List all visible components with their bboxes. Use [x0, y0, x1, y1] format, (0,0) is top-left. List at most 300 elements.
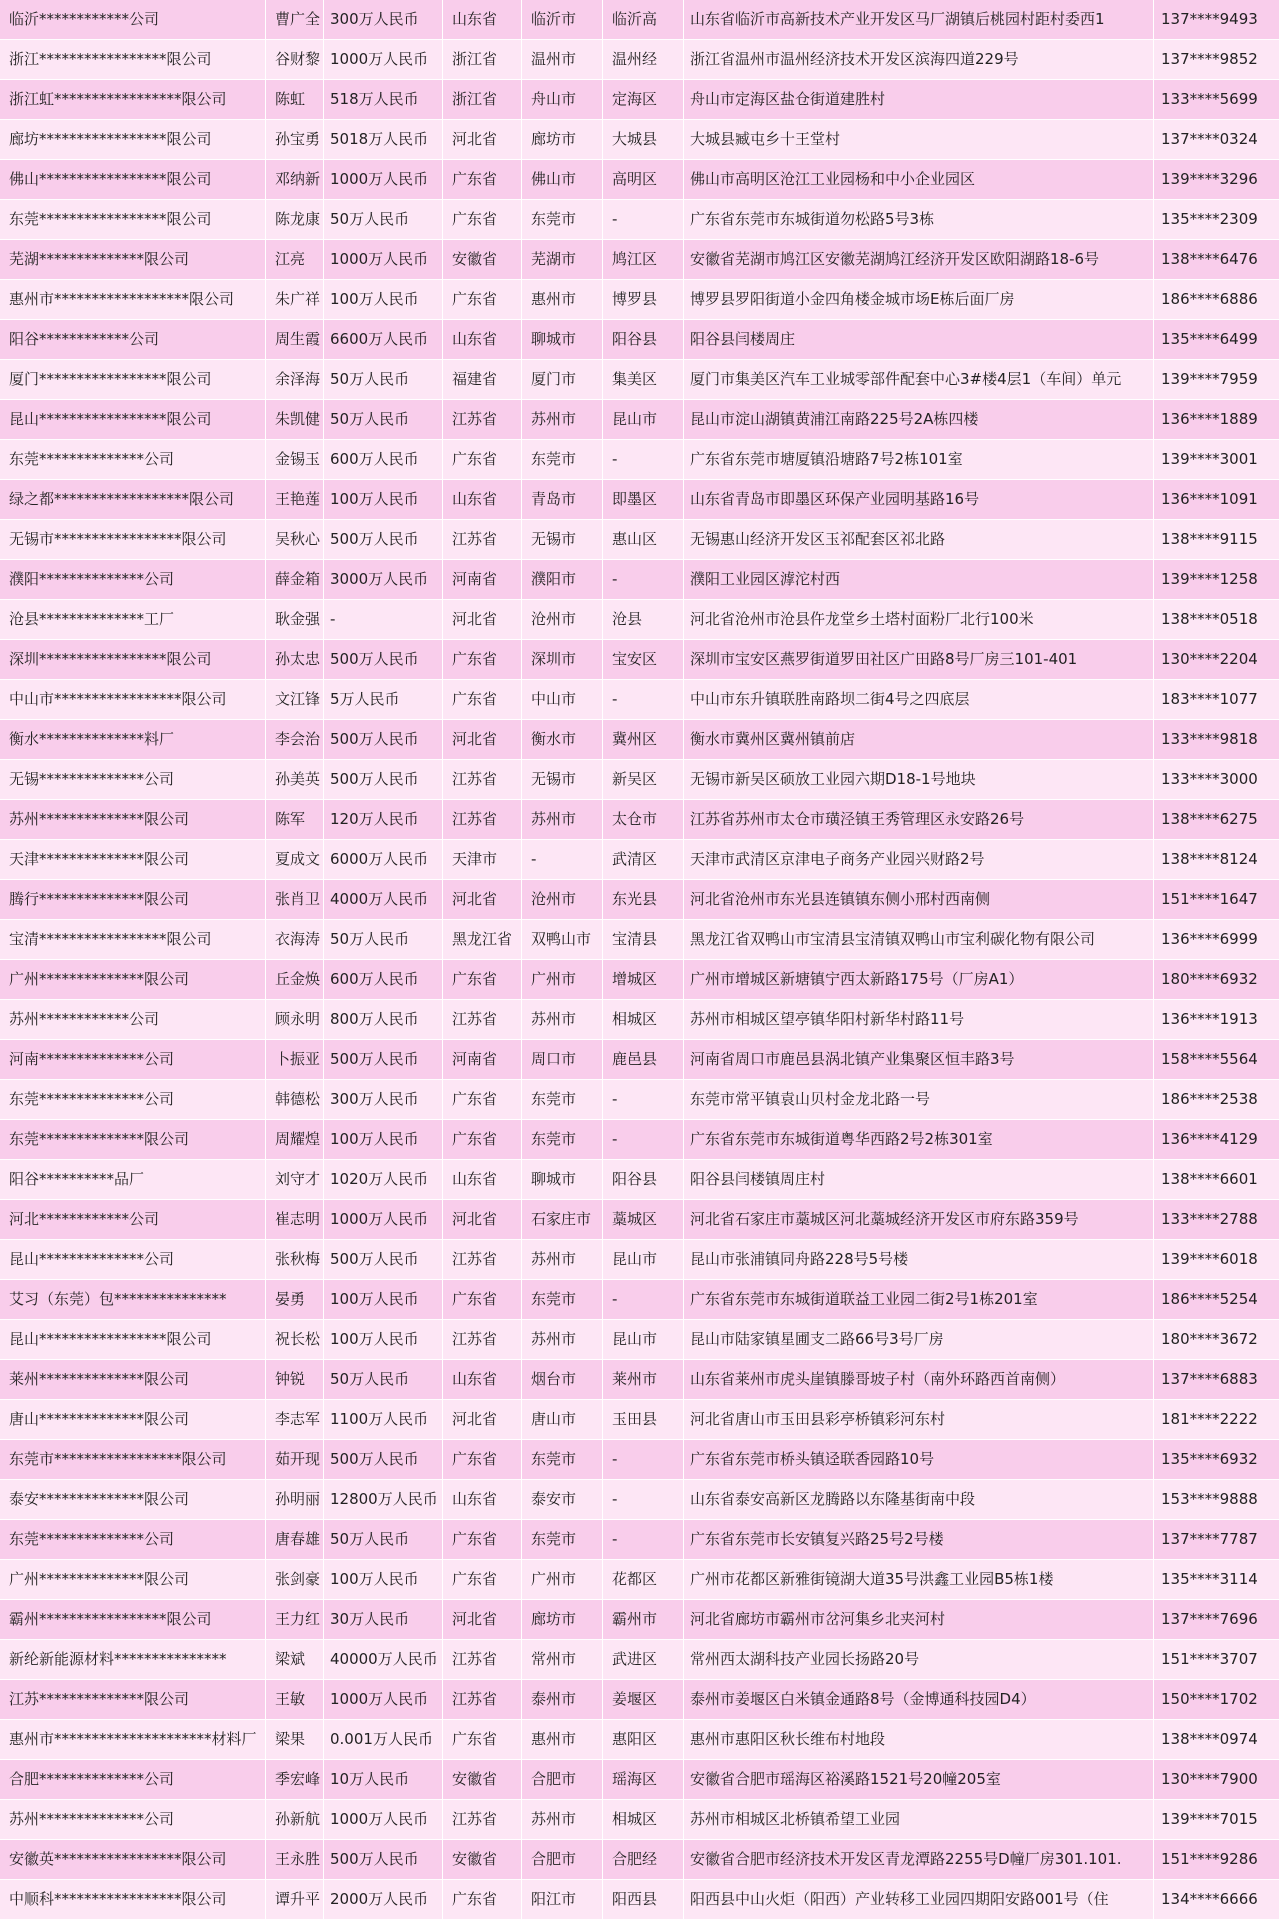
- city-cell: 廊坊市: [522, 120, 603, 160]
- province-cell: 河南省: [443, 560, 522, 600]
- district-cell: 高明区: [603, 160, 684, 200]
- legal-person-cell: 衣海涛: [266, 920, 324, 960]
- district-cell: 相城区: [603, 1800, 684, 1840]
- district-cell: 阳西县: [603, 1880, 684, 1920]
- city-cell: 沧州市: [522, 600, 603, 640]
- registered-capital-cell: 500万人民币: [324, 520, 443, 560]
- phone-cell: 133****2788: [1154, 1200, 1280, 1240]
- district-cell: -: [603, 200, 684, 240]
- legal-person-cell: 茹开现: [266, 1440, 324, 1480]
- company-name-cell: 濮阳**************公司: [0, 560, 266, 600]
- legal-person-cell: 孙宝勇: [266, 120, 324, 160]
- registered-capital-cell: 100万人民币: [324, 1320, 443, 1360]
- phone-cell: 135****6932: [1154, 1440, 1280, 1480]
- province-cell: 山东省: [443, 0, 522, 40]
- district-cell: 临沂高: [603, 0, 684, 40]
- legal-person-cell: 张秋梅: [266, 1240, 324, 1280]
- table-row: [0, 1800, 1280, 1840]
- registered-capital-cell: 500万人民币: [324, 720, 443, 760]
- province-cell: 河南省: [443, 1040, 522, 1080]
- province-cell: 福建省: [443, 360, 522, 400]
- province-cell: 广东省: [443, 160, 522, 200]
- table-row: [0, 1000, 1280, 1040]
- province-cell: 广东省: [443, 1080, 522, 1120]
- company-name-cell: 绿之都******************限公司: [0, 480, 266, 520]
- company-name-cell: 艾习（东莞）包***************: [0, 1280, 266, 1320]
- phone-cell: 137****9852: [1154, 40, 1280, 80]
- district-cell: 太仓市: [603, 800, 684, 840]
- table-row: [0, 1160, 1280, 1200]
- district-cell: 相城区: [603, 1000, 684, 1040]
- province-cell: 广东省: [443, 1560, 522, 1600]
- address-cell: 山东省临沂市高新技术产业开发区马厂湖镇后桃园村距村委西1: [684, 0, 1154, 40]
- address-cell: 安徽省芜湖市鸠江区安徽芜湖鸠江经济开发区欧阳湖路18-6号: [684, 240, 1154, 280]
- table-row: [0, 1320, 1280, 1360]
- registered-capital-cell: 518万人民币: [324, 80, 443, 120]
- phone-cell: 135****2309: [1154, 200, 1280, 240]
- company-name-cell: 阳谷************公司: [0, 320, 266, 360]
- phone-cell: 138****6476: [1154, 240, 1280, 280]
- registered-capital-cell: 5万人民币: [324, 680, 443, 720]
- legal-person-cell: 江亮: [266, 240, 324, 280]
- table-row: [0, 1480, 1280, 1520]
- city-cell: -: [522, 840, 603, 880]
- province-cell: 江苏省: [443, 400, 522, 440]
- registered-capital-cell: -: [324, 600, 443, 640]
- legal-person-cell: 崔志明: [266, 1200, 324, 1240]
- table-row: [0, 1880, 1280, 1920]
- province-cell: 安徽省: [443, 240, 522, 280]
- address-cell: 苏州市相城区望亭镇华阳村新华村路11号: [684, 1000, 1154, 1040]
- city-cell: 东莞市: [522, 1080, 603, 1120]
- city-cell: 苏州市: [522, 1000, 603, 1040]
- registered-capital-cell: 50万人民币: [324, 200, 443, 240]
- legal-person-cell: 晏勇: [266, 1280, 324, 1320]
- province-cell: 广东省: [443, 280, 522, 320]
- phone-cell: 133****9818: [1154, 720, 1280, 760]
- table-row: [0, 1200, 1280, 1240]
- city-cell: 苏州市: [522, 1320, 603, 1360]
- phone-cell: 137****9493: [1154, 0, 1280, 40]
- table-row: [0, 880, 1280, 920]
- city-cell: 周口市: [522, 1040, 603, 1080]
- company-name-cell: 惠州市******************限公司: [0, 280, 266, 320]
- company-name-cell: 东莞**************限公司: [0, 1120, 266, 1160]
- registered-capital-cell: 500万人民币: [324, 1040, 443, 1080]
- district-cell: 惠山区: [603, 520, 684, 560]
- legal-person-cell: 吴秋心: [266, 520, 324, 560]
- table-row: [0, 640, 1280, 680]
- registered-capital-cell: 100万人民币: [324, 280, 443, 320]
- province-cell: 广东省: [443, 1120, 522, 1160]
- registered-capital-cell: 300万人民币: [324, 1080, 443, 1120]
- registered-capital-cell: 0.001万人民币: [324, 1720, 443, 1760]
- district-cell: -: [603, 440, 684, 480]
- registered-capital-cell: 800万人民币: [324, 1000, 443, 1040]
- address-cell: 濮阳工业园区滹沱村西: [684, 560, 1154, 600]
- phone-cell: 138****0518: [1154, 600, 1280, 640]
- legal-person-cell: 梁果: [266, 1720, 324, 1760]
- city-cell: 青岛市: [522, 480, 603, 520]
- district-cell: 姜堰区: [603, 1680, 684, 1720]
- city-cell: 苏州市: [522, 800, 603, 840]
- company-name-cell: 中顺科*****************限公司: [0, 1880, 266, 1920]
- table-row: [0, 840, 1280, 880]
- district-cell: -: [603, 1120, 684, 1160]
- phone-cell: 137****7696: [1154, 1600, 1280, 1640]
- city-cell: 无锡市: [522, 520, 603, 560]
- city-cell: 东莞市: [522, 440, 603, 480]
- phone-cell: 186****2538: [1154, 1080, 1280, 1120]
- company-name-cell: 宝清*****************限公司: [0, 920, 266, 960]
- district-cell: 即墨区: [603, 480, 684, 520]
- address-cell: 常州西太湖科技产业园长扬路20号: [684, 1640, 1154, 1680]
- phone-cell: 180****6932: [1154, 960, 1280, 1000]
- company-name-cell: 东莞*****************限公司: [0, 200, 266, 240]
- phone-cell: 135****6499: [1154, 320, 1280, 360]
- legal-person-cell: 王力红: [266, 1600, 324, 1640]
- district-cell: 东光县: [603, 880, 684, 920]
- district-cell: 沧县: [603, 600, 684, 640]
- district-cell: 昆山市: [603, 400, 684, 440]
- district-cell: 玉田县: [603, 1400, 684, 1440]
- province-cell: 江苏省: [443, 1320, 522, 1360]
- table-row: [0, 1720, 1280, 1760]
- city-cell: 泰州市: [522, 1680, 603, 1720]
- district-cell: -: [603, 560, 684, 600]
- address-cell: 广东省东莞市东城街道勿松路5号3栋: [684, 200, 1154, 240]
- city-cell: 阳江市: [522, 1880, 603, 1920]
- table-row: [0, 800, 1280, 840]
- phone-cell: 139****7959: [1154, 360, 1280, 400]
- registered-capital-cell: 3000万人民币: [324, 560, 443, 600]
- legal-person-cell: 祝长松: [266, 1320, 324, 1360]
- province-cell: 山东省: [443, 320, 522, 360]
- phone-cell: 135****3114: [1154, 1560, 1280, 1600]
- city-cell: 惠州市: [522, 1720, 603, 1760]
- district-cell: 增城区: [603, 960, 684, 1000]
- phone-cell: 158****5564: [1154, 1040, 1280, 1080]
- legal-person-cell: 陈龙康: [266, 200, 324, 240]
- legal-person-cell: 陈虹: [266, 80, 324, 120]
- company-name-cell: 厦门*****************限公司: [0, 360, 266, 400]
- phone-cell: 136****1913: [1154, 1000, 1280, 1040]
- province-cell: 广东省: [443, 1720, 522, 1760]
- registered-capital-cell: 50万人民币: [324, 920, 443, 960]
- legal-person-cell: 王艳莲: [266, 480, 324, 520]
- table-row: [0, 1120, 1280, 1160]
- registered-capital-cell: 50万人民币: [324, 1360, 443, 1400]
- address-cell: 东莞市常平镇袁山贝村金龙北路一号: [684, 1080, 1154, 1120]
- address-cell: 舟山市定海区盐仓街道建胜村: [684, 80, 1154, 120]
- province-cell: 河北省: [443, 120, 522, 160]
- legal-person-cell: 张剑豪: [266, 1560, 324, 1600]
- registered-capital-cell: 100万人民币: [324, 1280, 443, 1320]
- table-row: [0, 1360, 1280, 1400]
- district-cell: 合肥经: [603, 1840, 684, 1880]
- address-cell: 安徽省合肥市瑶海区裕溪路1521号20幢205室: [684, 1760, 1154, 1800]
- district-cell: -: [603, 1080, 684, 1120]
- company-name-cell: 佛山*****************限公司: [0, 160, 266, 200]
- legal-person-cell: 金锡玉: [266, 440, 324, 480]
- district-cell: 大城县: [603, 120, 684, 160]
- phone-cell: 139****6018: [1154, 1240, 1280, 1280]
- address-cell: 河北省沧州市东光县连镇镇东侧小邢村西南侧: [684, 880, 1154, 920]
- province-cell: 山东省: [443, 1360, 522, 1400]
- address-cell: 河北省唐山市玉田县彩亭桥镇彩河东村: [684, 1400, 1154, 1440]
- company-name-cell: 昆山**************公司: [0, 1240, 266, 1280]
- registered-capital-cell: 1000万人民币: [324, 1680, 443, 1720]
- registered-capital-cell: 100万人民币: [324, 480, 443, 520]
- legal-person-cell: 孙太忠: [266, 640, 324, 680]
- address-cell: 浙江省温州市温州经济技术开发区滨海四道229号: [684, 40, 1154, 80]
- city-cell: 佛山市: [522, 160, 603, 200]
- address-cell: 厦门市集美区汽车工业城零部件配套中心3#楼4层1（车间）单元: [684, 360, 1154, 400]
- table-row: [0, 360, 1280, 400]
- legal-person-cell: 张肖卫: [266, 880, 324, 920]
- registered-capital-cell: 50万人民币: [324, 1520, 443, 1560]
- address-cell: 衡水市冀州区冀州镇前店: [684, 720, 1154, 760]
- legal-person-cell: 谭升平: [266, 1880, 324, 1920]
- company-name-cell: 苏州**************公司: [0, 1800, 266, 1840]
- province-cell: 江苏省: [443, 1680, 522, 1720]
- table-row: [0, 1400, 1280, 1440]
- city-cell: 东莞市: [522, 1120, 603, 1160]
- company-name-cell: 广州**************限公司: [0, 1560, 266, 1600]
- province-cell: 河北省: [443, 1600, 522, 1640]
- address-cell: 无锡市新吴区硕放工业园六期D18-1号地块: [684, 760, 1154, 800]
- table-row: [0, 720, 1280, 760]
- registered-capital-cell: 1000万人民币: [324, 1800, 443, 1840]
- province-cell: 广东省: [443, 960, 522, 1000]
- legal-person-cell: 周耀煌: [266, 1120, 324, 1160]
- city-cell: 廊坊市: [522, 1600, 603, 1640]
- address-cell: 广东省东莞市塘厦镇沿塘路7号2栋101室: [684, 440, 1154, 480]
- registered-capital-cell: 40000万人民币: [324, 1640, 443, 1680]
- table-row: [0, 1840, 1280, 1880]
- city-cell: 濮阳市: [522, 560, 603, 600]
- table-row: [0, 560, 1280, 600]
- legal-person-cell: 钟锐: [266, 1360, 324, 1400]
- district-cell: 霸州市: [603, 1600, 684, 1640]
- registered-capital-cell: 5018万人民币: [324, 120, 443, 160]
- table-row: [0, 40, 1280, 80]
- table-row: [0, 1280, 1280, 1320]
- province-cell: 江苏省: [443, 1000, 522, 1040]
- table-row: [0, 1240, 1280, 1280]
- registered-capital-cell: 1000万人民币: [324, 240, 443, 280]
- company-name-cell: 临沂************公司: [0, 0, 266, 40]
- company-name-cell: 芜湖**************限公司: [0, 240, 266, 280]
- address-cell: 广东省东莞市长安镇复兴路25号2号楼: [684, 1520, 1154, 1560]
- address-cell: 河北省廊坊市霸州市岔河集乡北夹河村: [684, 1600, 1154, 1640]
- phone-cell: 151****1647: [1154, 880, 1280, 920]
- province-cell: 广东省: [443, 1280, 522, 1320]
- table-row: [0, 680, 1280, 720]
- phone-cell: 130****7900: [1154, 1760, 1280, 1800]
- registered-capital-cell: 100万人民币: [324, 1120, 443, 1160]
- table-row: [0, 1440, 1280, 1480]
- table-row: [0, 1080, 1280, 1120]
- city-cell: 聊城市: [522, 1160, 603, 1200]
- province-cell: 河北省: [443, 880, 522, 920]
- table-row: [0, 1600, 1280, 1640]
- address-cell: 惠州市惠阳区秋长维布村地段: [684, 1720, 1154, 1760]
- legal-person-cell: 朱广祥: [266, 280, 324, 320]
- city-cell: 广州市: [522, 1560, 603, 1600]
- phone-cell: 137****6883: [1154, 1360, 1280, 1400]
- legal-person-cell: 邓纳新: [266, 160, 324, 200]
- district-cell: 昆山市: [603, 1240, 684, 1280]
- table-row: [0, 480, 1280, 520]
- province-cell: 江苏省: [443, 1800, 522, 1840]
- company-name-cell: 合肥**************公司: [0, 1760, 266, 1800]
- province-cell: 江苏省: [443, 520, 522, 560]
- legal-person-cell: 刘守才: [266, 1160, 324, 1200]
- table-row: [0, 1680, 1280, 1720]
- district-cell: 藁城区: [603, 1200, 684, 1240]
- legal-person-cell: 陈军: [266, 800, 324, 840]
- district-cell: 武清区: [603, 840, 684, 880]
- phone-cell: 136****1889: [1154, 400, 1280, 440]
- province-cell: 广东省: [443, 1520, 522, 1560]
- registered-capital-cell: 50万人民币: [324, 400, 443, 440]
- table-row: [0, 240, 1280, 280]
- table-row: [0, 960, 1280, 1000]
- legal-person-cell: 曹广全: [266, 0, 324, 40]
- district-cell: 冀州区: [603, 720, 684, 760]
- company-name-cell: 河南**************公司: [0, 1040, 266, 1080]
- legal-person-cell: 薛金箱: [266, 560, 324, 600]
- company-name-cell: 河北************公司: [0, 1200, 266, 1240]
- table-row: [0, 160, 1280, 200]
- province-cell: 广东省: [443, 1440, 522, 1480]
- address-cell: 博罗县罗阳街道小金四角楼金城市场E栋后面厂房: [684, 280, 1154, 320]
- registered-capital-cell: 600万人民币: [324, 960, 443, 1000]
- registered-capital-cell: 2000万人民币: [324, 1880, 443, 1920]
- legal-person-cell: 谷财黎: [266, 40, 324, 80]
- legal-person-cell: 季宏峰: [266, 1760, 324, 1800]
- city-cell: 沧州市: [522, 880, 603, 920]
- legal-person-cell: 唐春雄: [266, 1520, 324, 1560]
- legal-person-cell: 梁斌: [266, 1640, 324, 1680]
- province-cell: 安徽省: [443, 1840, 522, 1880]
- company-name-cell: 无锡市*****************限公司: [0, 520, 266, 560]
- legal-person-cell: 孙美英: [266, 760, 324, 800]
- company-name-cell: 安徽英*****************限公司: [0, 1840, 266, 1880]
- legal-person-cell: 李会治: [266, 720, 324, 760]
- registered-capital-cell: 10万人民币: [324, 1760, 443, 1800]
- phone-cell: 134****6666: [1154, 1880, 1280, 1920]
- city-cell: 厦门市: [522, 360, 603, 400]
- address-cell: 山东省青岛市即墨区环保产业园明基路16号: [684, 480, 1154, 520]
- city-cell: 舟山市: [522, 80, 603, 120]
- district-cell: 博罗县: [603, 280, 684, 320]
- province-cell: 广东省: [443, 200, 522, 240]
- address-cell: 昆山市张浦镇同舟路228号5号楼: [684, 1240, 1154, 1280]
- district-cell: -: [603, 1480, 684, 1520]
- address-cell: 山东省莱州市虎头崖镇滕哥坡子村（南外环路西首南侧）: [684, 1360, 1154, 1400]
- legal-person-cell: 孙明丽: [266, 1480, 324, 1520]
- city-cell: 衡水市: [522, 720, 603, 760]
- phone-cell: 138****0974: [1154, 1720, 1280, 1760]
- company-name-cell: 泰安**************限公司: [0, 1480, 266, 1520]
- table-row: [0, 80, 1280, 120]
- phone-cell: 139****1258: [1154, 560, 1280, 600]
- city-cell: 双鸭山市: [522, 920, 603, 960]
- legal-person-cell: 夏成文: [266, 840, 324, 880]
- province-cell: 天津市: [443, 840, 522, 880]
- district-cell: 鹿邑县: [603, 1040, 684, 1080]
- registered-capital-cell: 300万人民币: [324, 0, 443, 40]
- address-cell: 阳谷县闫楼镇周庄村: [684, 1160, 1154, 1200]
- legal-person-cell: 顾永明: [266, 1000, 324, 1040]
- city-cell: 深圳市: [522, 640, 603, 680]
- city-cell: 东莞市: [522, 1440, 603, 1480]
- registered-capital-cell: 6600万人民币: [324, 320, 443, 360]
- district-cell: -: [603, 1280, 684, 1320]
- city-cell: 无锡市: [522, 760, 603, 800]
- district-cell: 宝安区: [603, 640, 684, 680]
- registered-capital-cell: 120万人民币: [324, 800, 443, 840]
- company-name-cell: 廊坊*****************限公司: [0, 120, 266, 160]
- province-cell: 河北省: [443, 600, 522, 640]
- city-cell: 苏州市: [522, 400, 603, 440]
- company-name-cell: 深圳*****************限公司: [0, 640, 266, 680]
- table-row: [0, 520, 1280, 560]
- company-name-cell: 惠州市*********************材料厂: [0, 1720, 266, 1760]
- registered-capital-cell: 12800万人民币: [324, 1480, 443, 1520]
- city-cell: 芜湖市: [522, 240, 603, 280]
- city-cell: 广州市: [522, 960, 603, 1000]
- company-name-cell: 广州**************限公司: [0, 960, 266, 1000]
- registered-capital-cell: 50万人民币: [324, 360, 443, 400]
- registered-capital-cell: 1000万人民币: [324, 160, 443, 200]
- province-cell: 浙江省: [443, 40, 522, 80]
- legal-person-cell: 耿金强: [266, 600, 324, 640]
- district-cell: 花都区: [603, 1560, 684, 1600]
- address-cell: 昆山市陆家镇星圃支二路66号3号厂房: [684, 1320, 1154, 1360]
- phone-cell: 151****3707: [1154, 1640, 1280, 1680]
- address-cell: 河北省沧州市沧县仵龙堂乡土塔村面粉厂北行100米: [684, 600, 1154, 640]
- province-cell: 河北省: [443, 720, 522, 760]
- table-row: [0, 1520, 1280, 1560]
- company-name-cell: 无锡**************公司: [0, 760, 266, 800]
- district-cell: -: [603, 1520, 684, 1560]
- company-name-cell: 中山市*****************限公司: [0, 680, 266, 720]
- table-row: [0, 1760, 1280, 1800]
- registered-capital-cell: 30万人民币: [324, 1600, 443, 1640]
- registered-capital-cell: 500万人民币: [324, 1440, 443, 1480]
- province-cell: 江苏省: [443, 1240, 522, 1280]
- company-name-cell: 衡水**************料厂: [0, 720, 266, 760]
- table-row: [0, 400, 1280, 440]
- phone-cell: 139****3296: [1154, 160, 1280, 200]
- company-name-cell: 东莞**************公司: [0, 1080, 266, 1120]
- phone-cell: 150****1702: [1154, 1680, 1280, 1720]
- province-cell: 广东省: [443, 680, 522, 720]
- district-cell: -: [603, 1440, 684, 1480]
- phone-cell: 139****3001: [1154, 440, 1280, 480]
- table-row: [0, 320, 1280, 360]
- city-cell: 唐山市: [522, 1400, 603, 1440]
- registered-capital-cell: 500万人民币: [324, 640, 443, 680]
- legal-person-cell: 朱凯健: [266, 400, 324, 440]
- city-cell: 泰安市: [522, 1480, 603, 1520]
- province-cell: 浙江省: [443, 80, 522, 120]
- address-cell: 山东省泰安高新区龙腾路以东隆基街南中段: [684, 1480, 1154, 1520]
- district-cell: 宝清县: [603, 920, 684, 960]
